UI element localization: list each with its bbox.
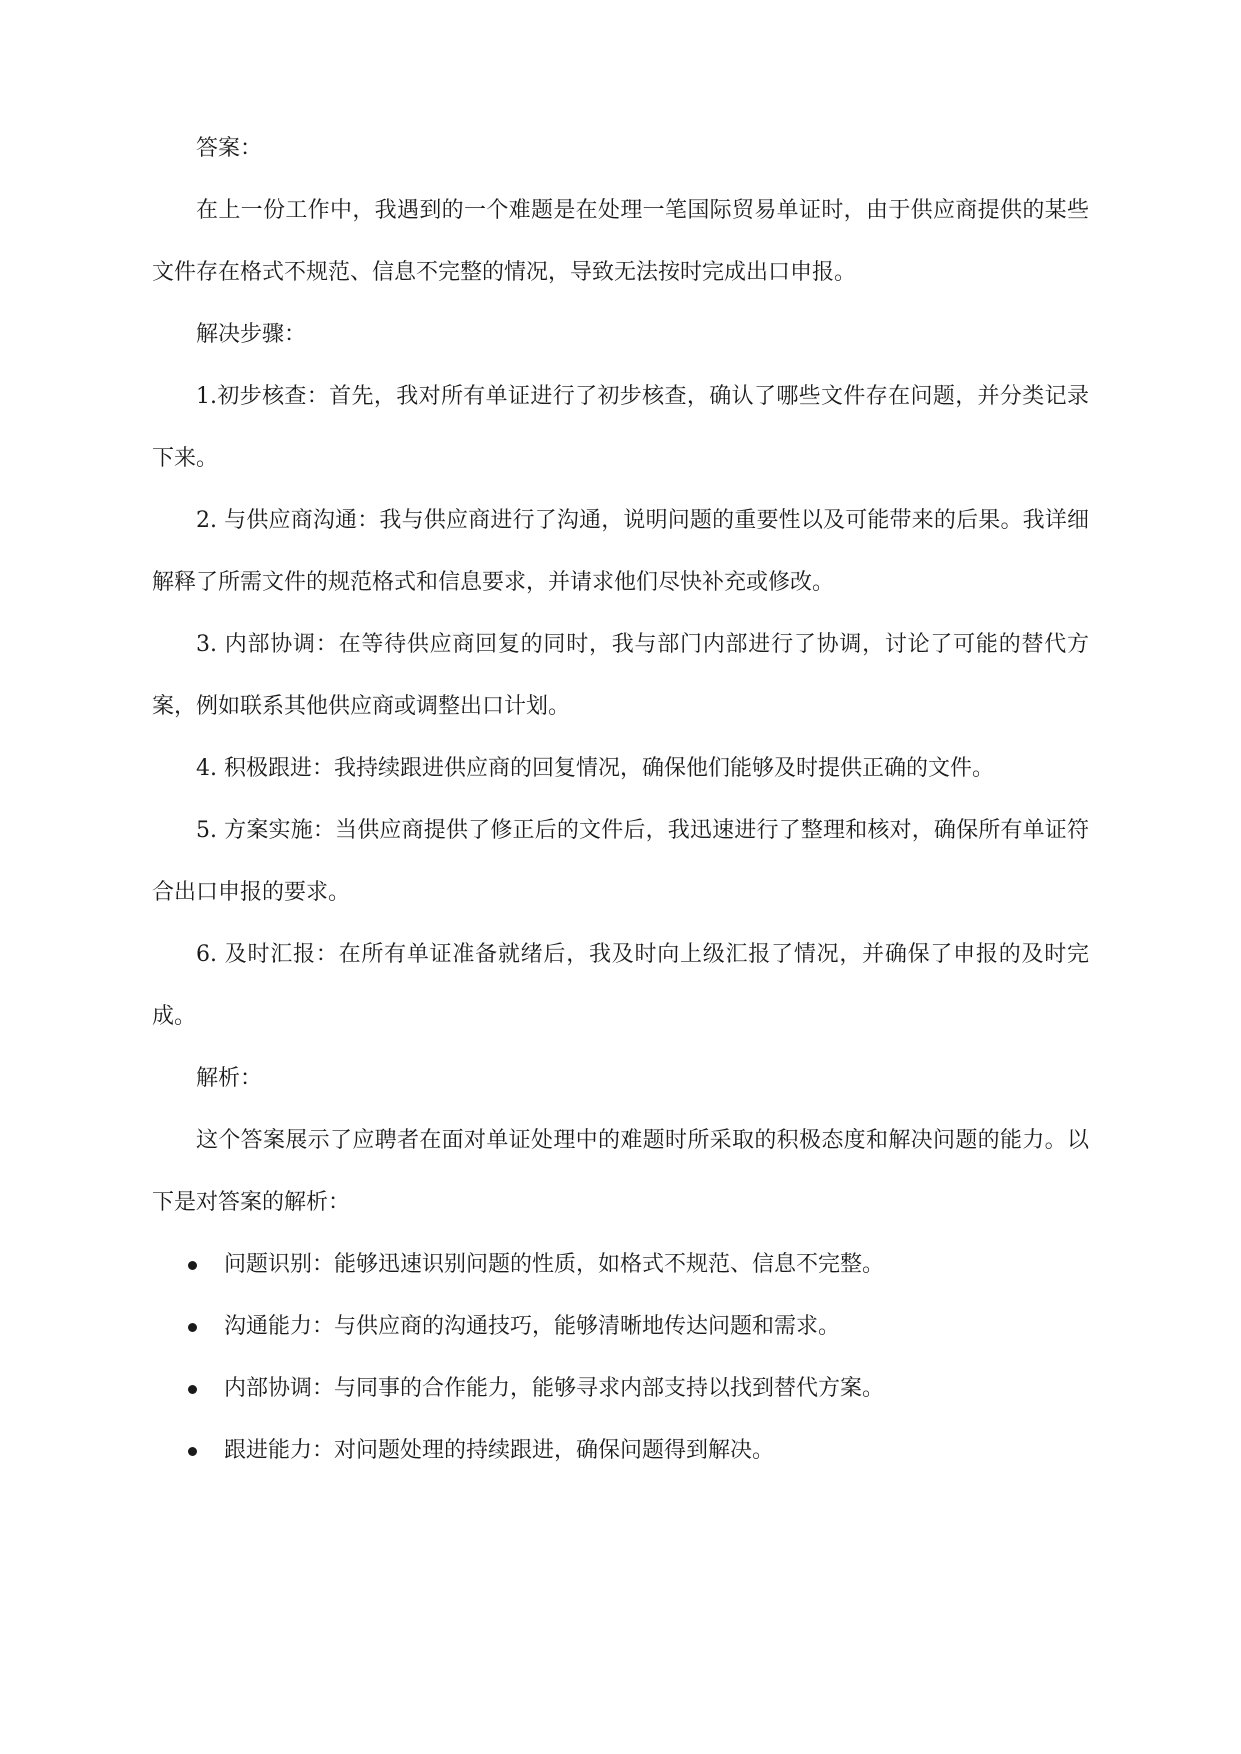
list-item — [152, 1296, 1089, 1358]
bullet-text: 问题识别：能够迅速识别问题的性质，如格式不规范、信息不完整。 — [224, 1252, 885, 1277]
list-item — [152, 1234, 1089, 1296]
bullet-icon — [188, 1323, 197, 1332]
analysis-intro: 这个答案展示了应聘者在面对单证处理中的难题时所采取的积极态度和解决问题的能力。以下是对答案的解析： — [152, 1128, 1089, 1215]
bullet-icon — [188, 1385, 197, 1394]
step-2: 2. 与供应商沟通：我与供应商进行了沟通，说明问题的重要性以及可能带来的后果。我详细解释了所需文件的规范格式和信息要求，并请求他们尽快补充或修改。 — [152, 508, 1089, 595]
steps-heading: 解决步骤： — [196, 322, 307, 347]
list-item — [152, 1420, 1089, 1482]
document-body — [152, 118, 1089, 1482]
answer-heading: 答案： — [196, 136, 263, 161]
bullet-icon — [188, 1447, 197, 1456]
analysis-heading: 解析： — [196, 1066, 263, 1091]
bullet-text: 沟通能力：与供应商的沟通技巧，能够清晰地传达问题和需求。 — [224, 1314, 841, 1339]
bullet-text: 内部协调：与同事的合作能力，能够寻求内部支持以找到替代方案。 — [224, 1376, 885, 1401]
analysis-bullet-list — [152, 1234, 1089, 1482]
bullet-text: 跟进能力：对问题处理的持续跟进，确保问题得到解决。 — [224, 1438, 775, 1463]
step-6: 6. 及时汇报：在所有单证准备就绪后，我及时向上级汇报了情况，并确保了申报的及时完成。 — [152, 942, 1089, 1029]
step-3: 3. 内部协调：在等待供应商回复的同时，我与部门内部进行了协调，讨论了可能的替代方案，例如联系其他供应商或调整出口计划。 — [152, 632, 1089, 719]
step-5: 5. 方案实施：当供应商提供了修正后的文件后，我迅速进行了整理和核对，确保所有单证符合出口申报的要求。 — [152, 818, 1089, 905]
step-4: 4. 积极跟进：我持续跟进供应商的回复情况，确保他们能够及时提供正确的文件。 — [196, 756, 994, 781]
intro-paragraph: 在上一份工作中，我遇到的一个难题是在处理一笔国际贸易单证时，由于供应商提供的某些文件存在格式不规范、信息不完整的情况，导致无法按时完成出口申报。 — [152, 198, 1089, 285]
step-1: 1.初步核查：首先，我对所有单证进行了初步核查，确认了哪些文件存在问题，并分类记录下来。 — [152, 384, 1089, 471]
bullet-icon — [188, 1261, 197, 1270]
list-item — [152, 1358, 1089, 1420]
